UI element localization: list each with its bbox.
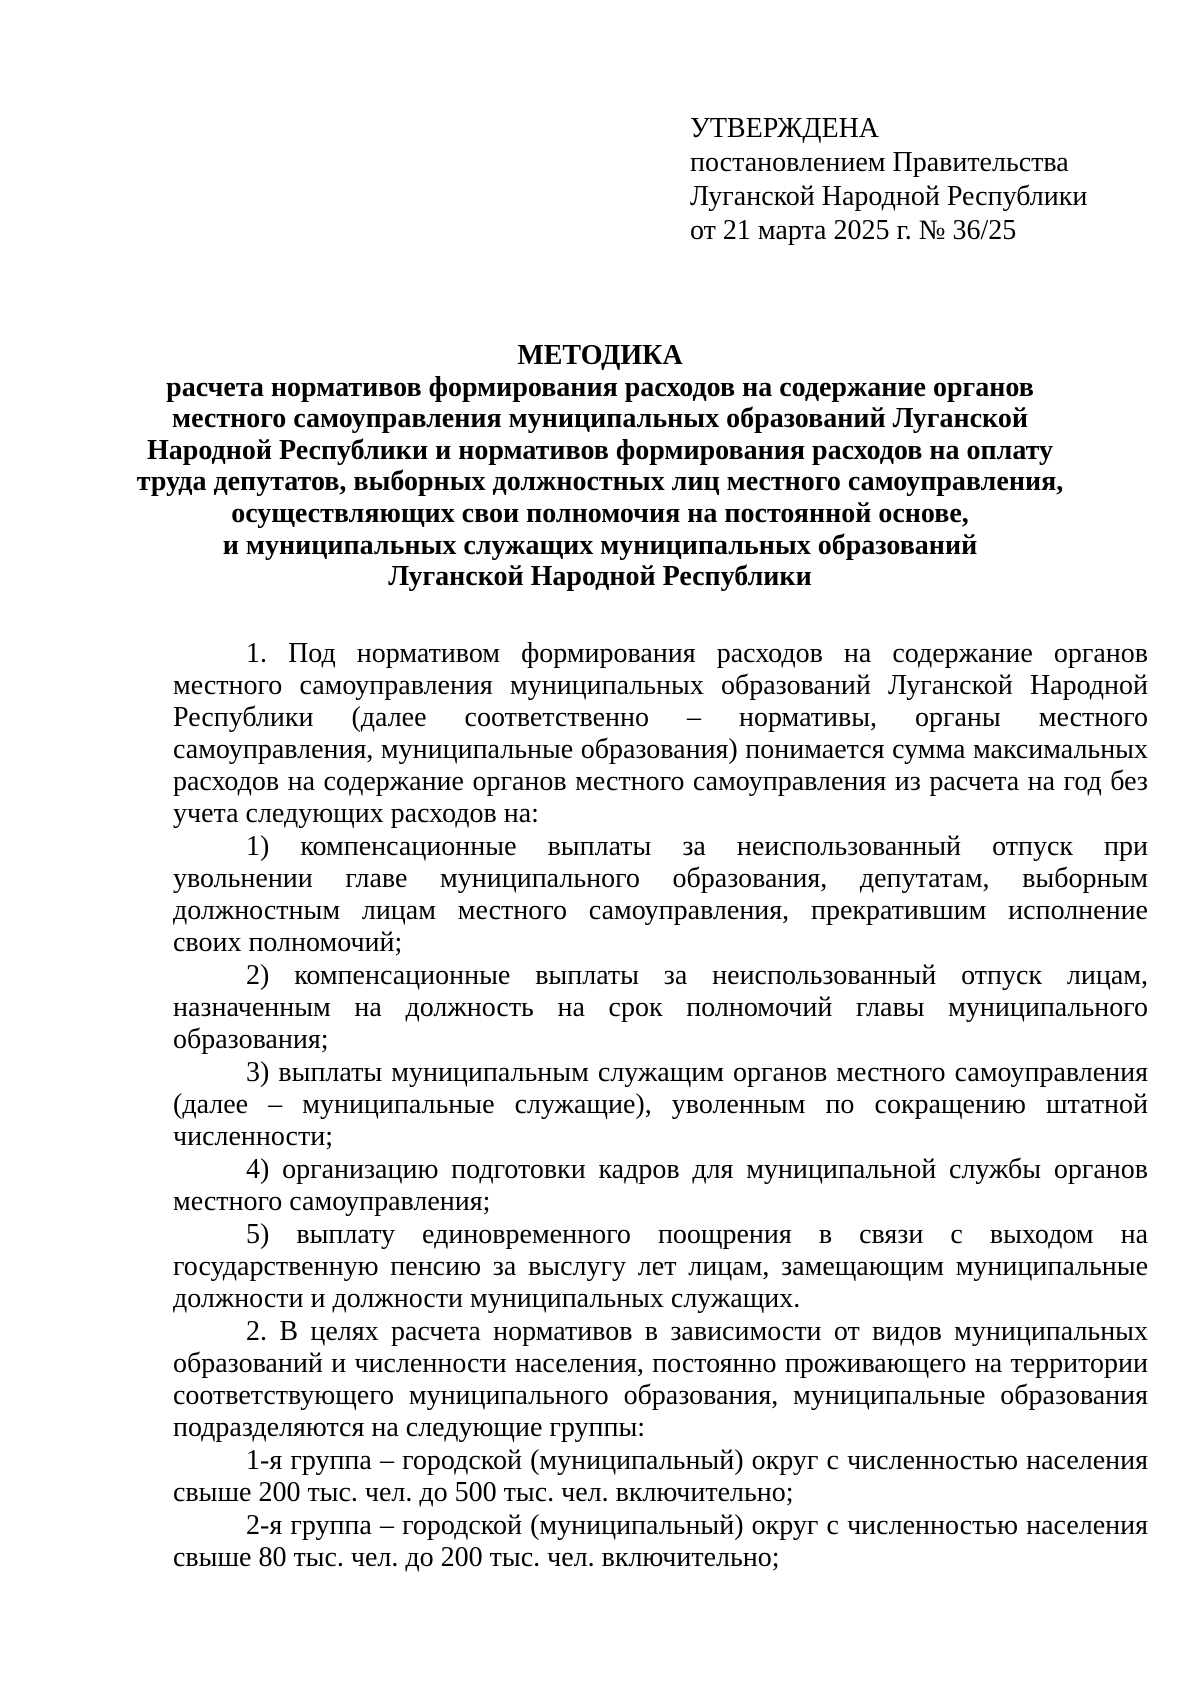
title-line: труда депутатов, выборных должностных лиц местного самоуправления, [136,466,1064,498]
approval-line-1: УТВЕРЖДЕНА [690,113,880,144]
list-item-4: 4) организацию подготовки кадров для муниципальной службы органов местного самоуправления; [173,1154,1148,1217]
approval-stamp [690,112,1150,248]
title-line: и муниципальных служащих муниципальных образований [222,529,978,561]
list-item-1: 1) компенсационные выплаты за неиспользованный отпуск при увольнении главе муниципального образования, депутатам, выборным должностным лицам местного самоуправления, прекратившим исполнение своих полномочий; [173,831,1148,958]
document-body [173,638,1148,1574]
approval-line-4: от 21 марта 2025 г. № 36/25 [690,215,1017,246]
group-2: 2-я группа – городской (муниципальный) округ с численностью населения свыше 80 тыс. чел. до 200 тыс. чел. включительно; [173,1510,1148,1573]
list-item-5: 5) выплату единовременного поощрения в связи с выходом на государственную пенсию за выслугу лет лицам, замещающим муниципальные должности и должности муниципальных служащих. [173,1219,1148,1314]
title-line: осуществляющих свои полномочия на постоянной основе, [231,497,969,529]
list-item-2: 2) компенсационные выплаты за неиспользованный отпуск лицам, назначенным на должность на срок полномочий главы муниципального образования; [173,960,1148,1055]
group-1: 1-я группа – городской (муниципальный) округ с численностью населения свыше 200 тыс. чел. до 500 тыс. чел. включительно; [173,1445,1148,1508]
document-title [0,340,1200,593]
title-line: расчета нормативов формирования расходов на содержание органов [166,371,1034,403]
paragraph-2: 2. В целях расчета нормативов в зависимости от видов муниципальных образований и численности населения, постоянно проживающего на территории соответствующего муниципального образования, муниципальные образования подразделяются на следующие группы: [173,1316,1148,1443]
paragraph-1: 1. Под нормативом формирования расходов на содержание органов местного самоуправления муниципальных образований Луганской Народной Республики (далее соответственно – нормативы, органы местного самоуправления, муниципальные образования) понимается сумма максимальных расходов на содержание органов местного самоуправления из расчета на год без учета следующих расходов на: [173,638,1148,829]
title-line: местного самоуправления муниципальных образований Луганской [172,403,1028,435]
title-line: Народной Республики и нормативов формирования расходов на оплату [146,434,1053,466]
title-main: МЕТОДИКА [517,340,683,371]
list-item-3: 3) выплаты муниципальным служащим органов местного самоуправления (далее – муниципальные служащие), уволенным по сокращению штатной численности; [173,1057,1148,1152]
approval-line-2: постановлением Правительства [690,147,1069,178]
approval-line-3: Луганской Народной Республики [690,181,1088,212]
title-line: Луганской Народной Республики [388,561,812,593]
